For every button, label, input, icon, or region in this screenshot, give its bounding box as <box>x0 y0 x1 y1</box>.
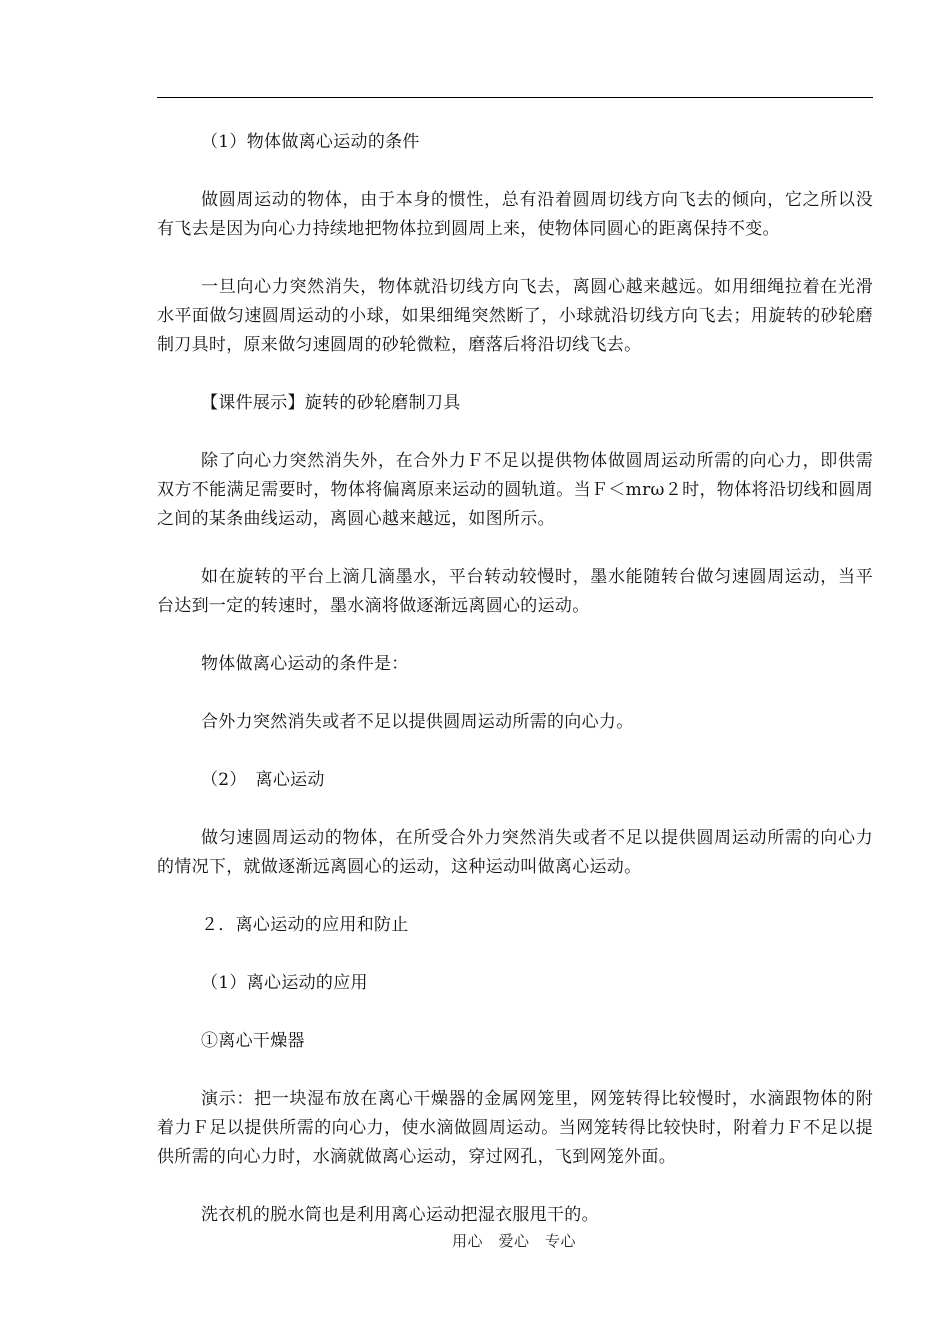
paragraph-definition: 做匀速圆周运动的物体，在所受合外力突然消失或者不足以提供圆周运动所需的向心力的情况下，就做逐渐远离圆心的运动，这种运动叫做离心运动。 <box>157 828 873 877</box>
paragraph-inertia: 做圆周运动的物体，由于本身的惯性，总有沿着圆周切线方向飞去的倾向，它之所以没有飞去是因为向心力持续地把物体拉到圆周上来，使物体同圆心的距离保持不变。 <box>157 190 873 239</box>
heading-applications-sub: （1）离心运动的应用 <box>201 973 368 993</box>
paragraph-ink-platform: 如在旋转的平台上滴几滴墨水，平台转动较慢时，墨水能随转台做匀速圆周运动，当平台达到一定的转速时，墨水滴将做逐渐远离圆心的运动。 <box>157 567 873 616</box>
paragraph-condition-statement: 合外力突然消失或者不足以提供圆周运动所需的向心力。 <box>201 712 634 732</box>
header-rule <box>157 97 873 98</box>
paragraph-washing-machine: 洗衣机的脱水筒也是利用离心运动把湿衣服甩干的。 <box>201 1205 599 1225</box>
paragraph-demonstration: 演示：把一块湿布放在离心干燥器的金属网笼里，网笼转得比较慢时，水滴跟物体的附着力Ｆ足以提供所需的向心力，使水滴做圆周运动。当网笼转得比较快时，附着力Ｆ不足以提供所需的向心力时，水滴就做离心运动，穿过网孔，飞到网笼外面。 <box>157 1089 873 1167</box>
heading-condition: （1）物体做离心运动的条件 <box>201 132 420 152</box>
document-body <box>157 128 873 1259</box>
heading-dryer: ①离心干燥器 <box>201 1031 305 1051</box>
courseware-display: 【课件展示】旋转的砂轮磨制刀具 <box>201 393 461 413</box>
paragraph-force-vanishes: 一旦向心力突然消失，物体就沿切线方向飞去，离圆心越来越远。如用细绳拉着在光滑水平面做匀速圆周运动的小球，如果细绳突然断了，小球就沿切线方向飞去；用旋转的砂轮磨制刀具时，原来做匀速圆周的砂轮微粒，磨落后将沿切线飞去。 <box>157 277 873 355</box>
heading-applications: ２．离心运动的应用和防止 <box>201 915 409 935</box>
paragraph-condition-intro: 物体做离心运动的条件是： <box>201 654 409 674</box>
heading-centrifugal-motion: （2） 离心运动 <box>201 770 325 790</box>
paragraph-insufficient-force: 除了向心力突然消失外，在合外力Ｆ不足以提供物体做圆周运动所需的向心力，即供需双方不能满足需要时，物体将偏离原来运动的圆轨道。当Ｆ＜mrω２时，物体将沿切线和圆周之间的某条曲线运动，离圆心越来越远，如图所示。 <box>157 451 873 529</box>
page-footer: 用心 爱心 专心 <box>451 1232 576 1250</box>
